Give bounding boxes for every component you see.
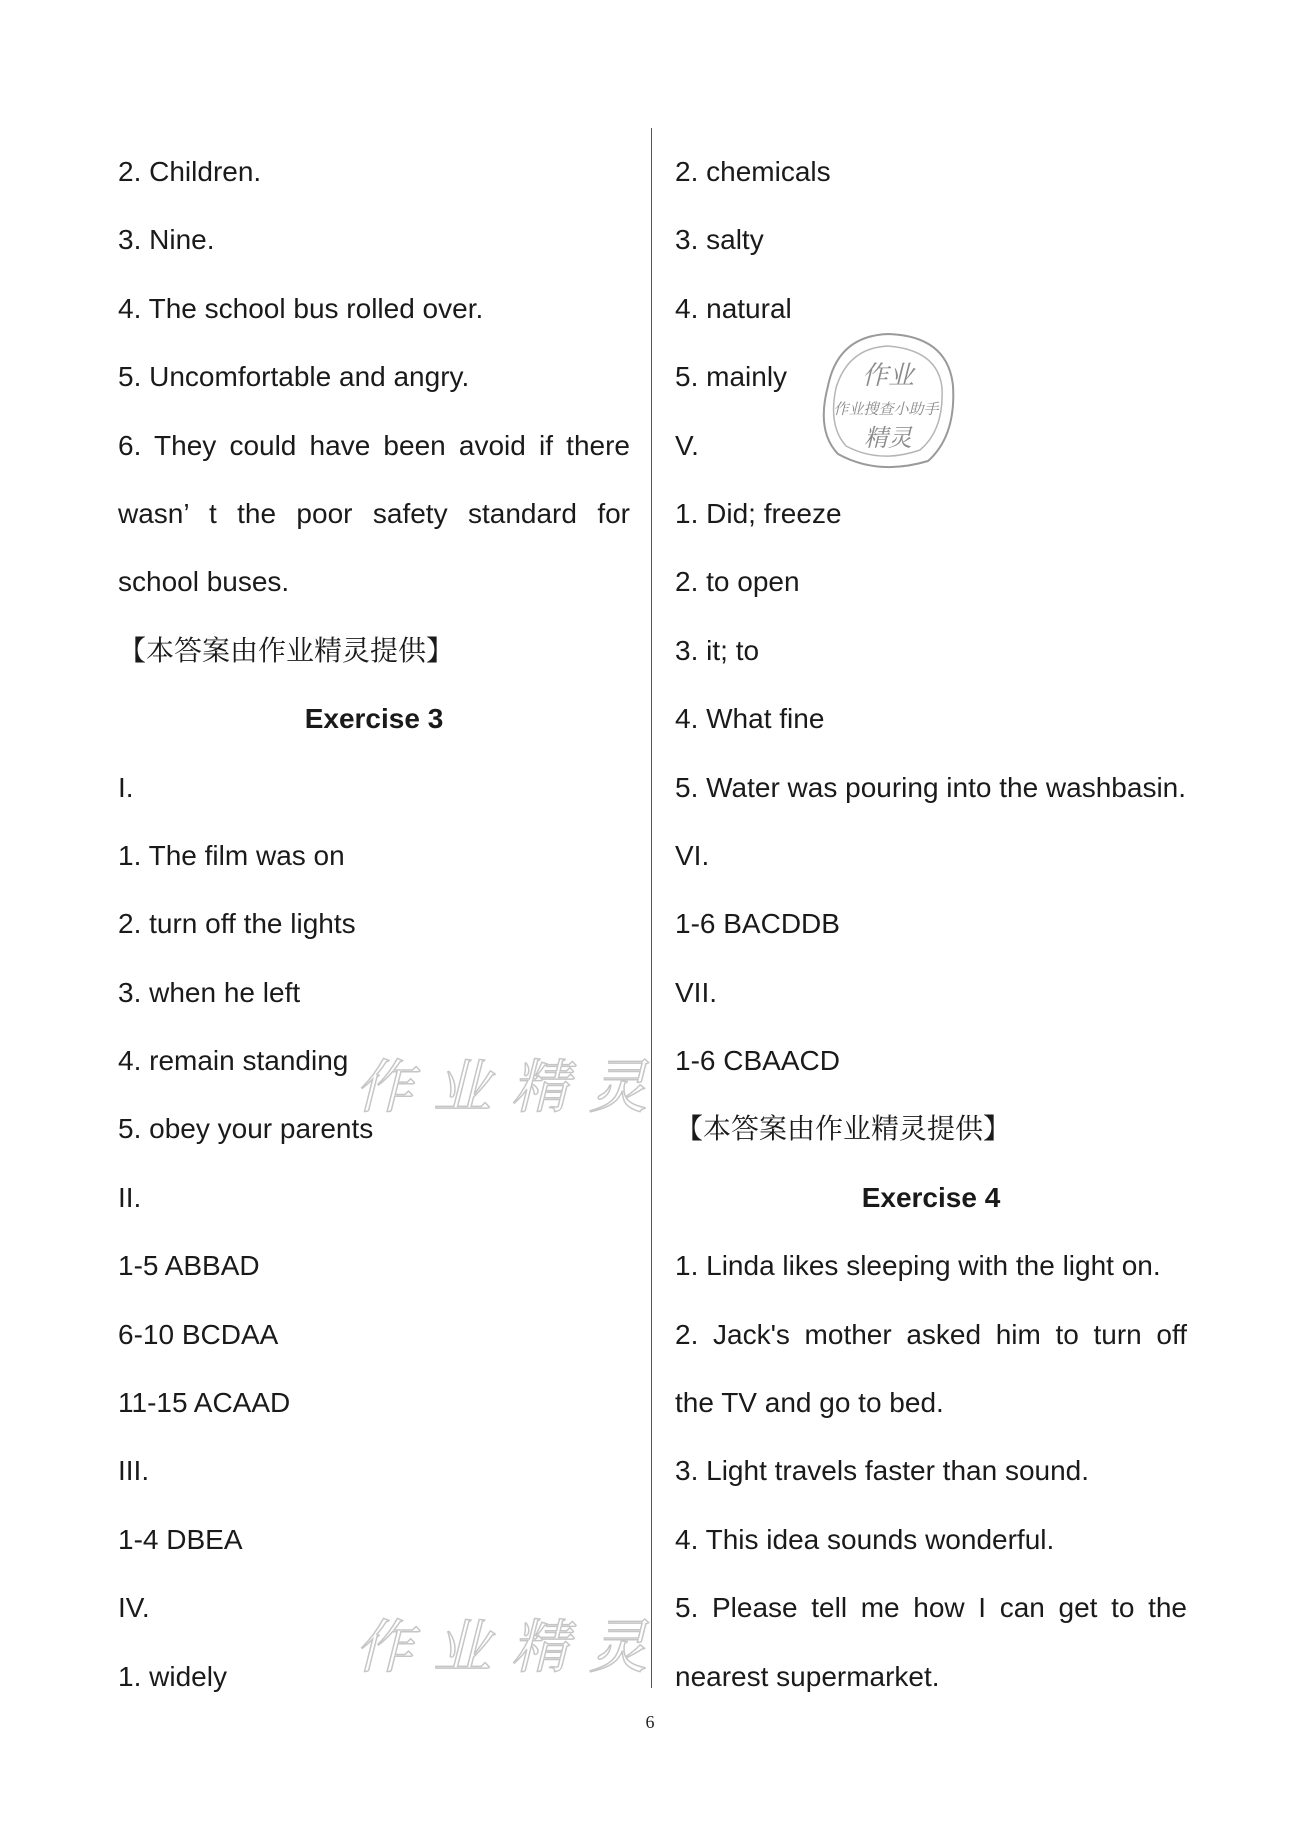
answer-line: 1-4 DBEA (118, 1523, 243, 1555)
answer-line: IV. (118, 1592, 150, 1624)
watermark-text: 作业精灵 (355, 1613, 668, 1681)
column-divider (651, 128, 652, 1688)
answer-line: 5. obey your parents (118, 1113, 374, 1145)
answer-line: 2. to open (675, 566, 800, 598)
answer-line: 1. widely (118, 1660, 227, 1692)
stamp-middle-text: 作业搜查小助手 (833, 400, 939, 418)
answer-line: 4. natural (675, 292, 792, 324)
answer-line: 11-15 ACAAD (118, 1387, 291, 1419)
answer-line: 6-10 BCDAA (118, 1318, 279, 1350)
answer-line: the TV and go to bed. (675, 1387, 944, 1419)
answer-line: 3. Nine. (118, 224, 215, 256)
answer-line: 2. Jack's mother asked him to turn off (675, 1318, 1187, 1350)
left-column (118, 138, 630, 1711)
answer-line: 5. Water was pouring into the washbasin. (675, 771, 1187, 803)
answer-line: 5. mainly (675, 361, 788, 393)
watermark-text: 作业精灵 (355, 1053, 668, 1121)
answer-line: I. (118, 771, 134, 803)
answer-line: 3. Light travels faster than sound. (675, 1455, 1090, 1487)
answer-line: 1. The film was on (118, 839, 345, 871)
answer-line: V. (675, 429, 699, 461)
answer-line: VI. (675, 839, 710, 871)
answer-line: 3. salty (675, 224, 764, 256)
answer-line: school buses. (118, 566, 290, 598)
answer-line: 4. The school bus rolled over. (118, 292, 484, 324)
answer-line: 【本答案由作业精灵提供】 (118, 634, 455, 666)
answer-line: 5. Uncomfortable and angry. (118, 361, 470, 393)
page-number: 6 (645, 1712, 655, 1732)
answer-line: 1. Linda likes sleeping with the light on. (675, 1250, 1161, 1282)
answer-line: 【本答案由作业精灵提供】 (675, 1113, 1012, 1145)
section-heading: Exercise 3 (304, 703, 444, 735)
answer-line: III. (118, 1455, 150, 1487)
answer-line: 2. Children. (118, 156, 262, 187)
answer-line: 4. What fine (675, 703, 825, 735)
stamp-icon (808, 326, 958, 476)
answer-line: 1-6 CBAACD (675, 1045, 840, 1077)
answer-line: 1. Did; freeze (675, 497, 842, 529)
answer-line: nearest supermarket. (675, 1660, 940, 1692)
section-heading: Exercise 4 (861, 1181, 1001, 1213)
answer-line: 6. They could have been avoid if there (118, 429, 630, 461)
answer-line: II. (118, 1181, 142, 1213)
answer-line: 4. This idea sounds wonderful. (675, 1523, 1055, 1555)
answer-line: 1-6 BACDDB (675, 908, 840, 940)
answer-line: VII. (675, 976, 718, 1008)
answer-line: 2. chemicals (675, 156, 831, 187)
stamp-top-text: 作业 (861, 361, 915, 391)
stamp-bottom-text: 精灵 (864, 424, 912, 452)
answer-line: 5. Please tell me how I can get to the (675, 1592, 1187, 1624)
answer-line: 3. it; to (675, 634, 760, 666)
answer-line: wasn’ t the poor safety standard for (118, 497, 630, 529)
answer-line: 3. when he left (118, 976, 301, 1008)
answer-line: 1-5 ABBAD (118, 1250, 260, 1282)
answer-line: 2. turn off the lights (118, 908, 356, 940)
answer-line: 4. remain standing (118, 1045, 349, 1077)
